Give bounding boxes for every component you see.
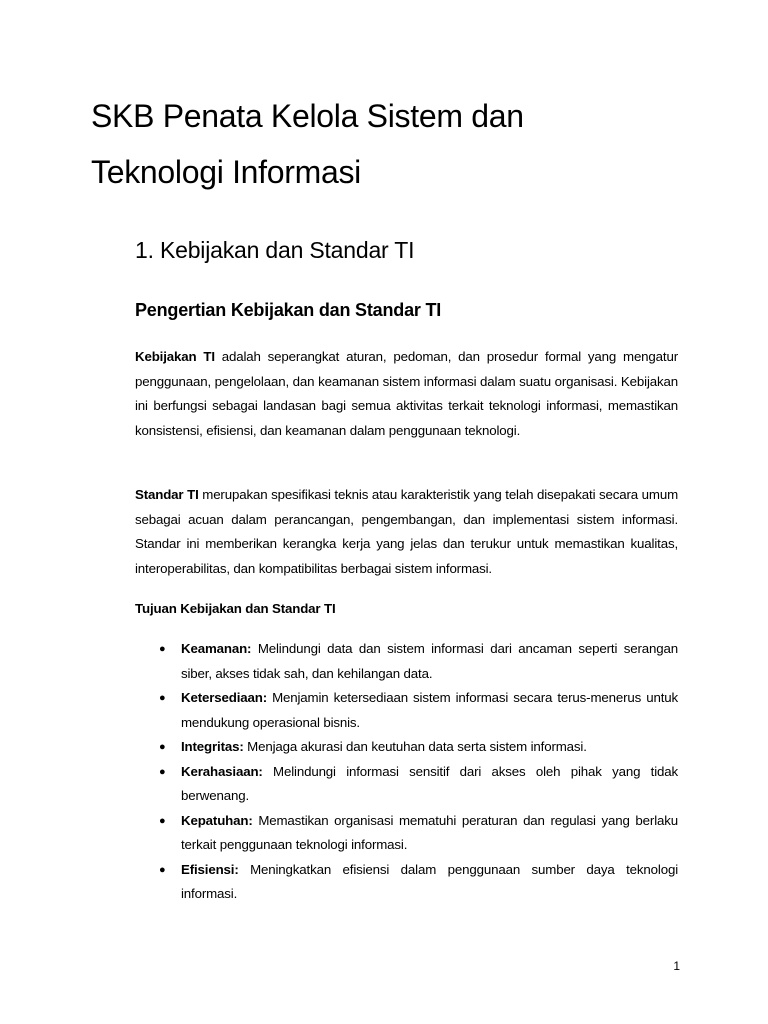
bullet-icon: ● [159, 814, 166, 827]
list-item-text: Melindungi informasi sensitif dari akses oleh pihak yang tidak berwenang. [181, 763, 678, 803]
paragraph-standar-ti [135, 483, 678, 581]
bullet-icon: ● [159, 863, 166, 876]
list-item-term: Kepatuhan: [181, 812, 253, 828]
list-item-term: Ketersediaan: [181, 690, 267, 705]
sub-heading: Pengertian Kebijakan dan Standar TI [135, 300, 442, 320]
paragraph-term: Standar TI [135, 487, 199, 502]
list-item-text: Melindungi data dan sistem informasi dari ancaman seperti serangan siber, akses tidak sah, dan kehilangan data. [181, 641, 678, 681]
paragraph-kebijakan-ti [135, 345, 678, 443]
list-item [135, 858, 678, 907]
list-item-term: Keamanan: [181, 641, 252, 656]
list-item-text: Menjaga akurasi dan keutuhan data serta sistem informasi. [243, 739, 587, 754]
document-title [91, 88, 711, 200]
bullet-icon: ● [159, 765, 166, 778]
bullet-icon: ● [159, 692, 166, 704]
list-item [135, 686, 678, 735]
list-item [135, 809, 678, 858]
document-title-line-2: Teknologi Informasi [91, 154, 361, 190]
paragraph-text: adalah seperangkat aturan, pedoman, dan prosedur formal yang mengatur penggunaan, pengelolaan, dan keamanan sistem informasi dalam suatu organisasi. Kebijakan ini berfungsi sebagai landasan bagi semua aktivitas terkait teknologi informasi, memastikan konsistensi, efisiensi, dan keamanan dalam penggunaan teknologi. [135, 349, 678, 438]
list-item [135, 637, 678, 686]
list-item-term: Integritas: [181, 739, 244, 754]
document-title-line-1: SKB Penata Kelola Sistem dan [91, 98, 524, 134]
list-item-term: Kerahasiaan: [181, 763, 263, 779]
list-item [135, 735, 678, 760]
list-item-text: Memastikan organisasi mematuhi peraturan dan regulasi yang berlaku terkait penggunaan teknologi informasi. [181, 812, 678, 852]
paragraph-text: merupakan spesifikasi teknis atau karakteristik yang telah disepakati secara umum sebagai acuan dalam perancangan, pengembangan, dan implementasi sistem informasi. Standar ini memberikan kerangka kerja yang jelas dan terukur untuk memastikan kualitas, interoperabilitas, dan kompatibilitas berbagai sistem informasi. [135, 487, 678, 576]
list-item-text: Menjamin ketersediaan sistem informasi secara terus-menerus untuk mendukung operasional bisnis. [181, 690, 678, 730]
list-item [135, 760, 678, 809]
list-item-term: Efisiensi: [181, 861, 239, 877]
goals-heading: Tujuan Kebijakan dan Standar TI [135, 601, 336, 616]
bullet-icon: ● [159, 741, 166, 753]
bullet-icon: ● [159, 643, 166, 655]
section-heading: 1. Kebijakan dan Standar TI [135, 237, 415, 263]
goals-list [135, 637, 678, 907]
page-number: 1 [673, 959, 680, 973]
list-item-text: Meningkatkan efisiensi dalam penggunaan sumber daya teknologi informasi. [181, 861, 678, 901]
paragraph-term: Kebijakan TI [135, 349, 215, 364]
